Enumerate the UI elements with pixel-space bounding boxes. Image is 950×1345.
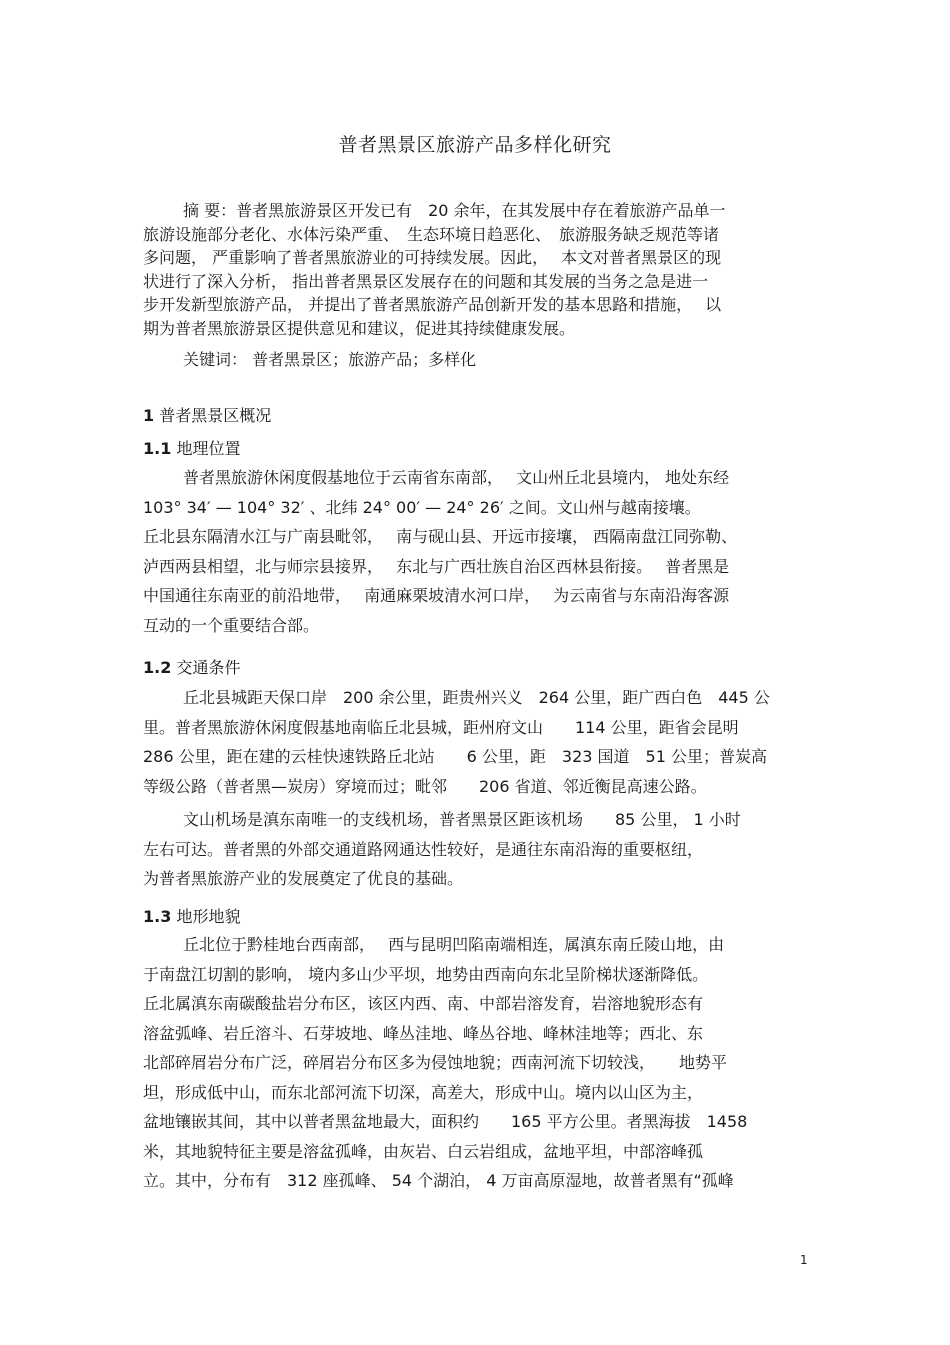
body-line: 泸西两县相望，北与师宗县接界， 东北与广西壮族自治区西林县衔接。 普者黑是 (143, 556, 730, 576)
body-line: 普者黑旅游休闲度假基地位于云南省东南部， 文山州丘北县境内， 地处东经 (183, 468, 730, 487)
body-line: 中国通往东南亚的前沿地带， 南通麻栗坡清水河口岸， 为云南省与东南沿海客源 (143, 586, 730, 605)
subsection-number: 1.1 (143, 439, 172, 458)
keywords-line: 关键词： 普者黑景区；旅游产品；多样化 (183, 350, 477, 369)
body-line: 盆地镶嵌其间，其中以普者黑盆地最大，面积约 165 平方公里。者黑海拔 1458 (143, 1112, 748, 1131)
abstract-line: 多问题， 严重影响了普者黑旅游业的可持续发展。因此， 本文对普者黑景区的现 (143, 248, 722, 267)
subsection-number: 1.3 (143, 907, 172, 926)
body-line: 丘北位于黔桂地台西南部， 西与昆明凹陷南端相连，属滇东南丘陵山地，由 (183, 935, 725, 954)
body-line: 左右可达。普者黑的外部交通道路网通达性较好，是通往东南沿海的重要枢纽， (143, 839, 704, 859)
subsection-1-3-heading (143, 904, 240, 927)
subsection-1-1-heading (143, 436, 240, 459)
body-line: 米，其地貌特征主要是溶盆孤峰，由灰岩、白云岩组成，盆地平坦，中部溶峰孤 (143, 1141, 704, 1161)
body-line: 北部碎屑岩分布广泛，碎屑岩分布区多为侵蚀地貌；西南河流下切较浅， 地势平 (143, 1053, 728, 1072)
subsection-1-2-heading (143, 655, 240, 678)
body-line: 丘北属滇东南碳酸盐岩分布区，该区内西、南、中部岩溶发育，岩溶地貌形态有 (143, 994, 704, 1013)
subsection-title: 交通条件 (176, 658, 241, 677)
abstract-line: 旅游设施部分老化、水体污染严重、 生态环境日趋恶化、 旅游服务缺乏规范等诸 (143, 224, 720, 244)
body-line: 互动的一个重要结合部。 (143, 615, 320, 635)
abstract (143, 199, 823, 340)
abstract-line: 期为普者黑旅游景区提供意见和建议，促进其持续健康发展。 (143, 318, 576, 338)
body-line: 溶盆弧峰、岩丘溶斗、石芽坡地、峰丛洼地、峰丛谷地、峰林洼地等；西北、东 (143, 1023, 704, 1043)
subsection-1-2-body (143, 683, 823, 801)
subsection-title: 地理位置 (176, 439, 241, 458)
body-line: 丘北县东隔清水江与广南县毗邻， 南与砚山县、开远市接壤， 西隔南盘江同弥勒、 (143, 527, 738, 546)
body-line: 103° 34′ — 104° 32′ 、北纬 24° 00′ — 24° 26′ 之间。文山州与越南接壤。 (143, 497, 701, 517)
section-title: 普者黑景区概况 (159, 406, 272, 425)
subsection-1-2-body-paragraph-2 (143, 805, 823, 894)
subsection-1-1-body (143, 463, 823, 640)
subsection-title: 地形地貌 (176, 907, 241, 926)
body-line: 为普者黑旅游产业的发展奠定了优良的基础。 (143, 869, 464, 888)
body-line: 丘北县城距天保口岸 200 余公里，距贵州兴义 264 公里，距广西白色 445 公 (183, 688, 770, 707)
keywords (143, 349, 823, 371)
page-number: 1 (800, 1253, 808, 1267)
body-line: 286 公里，距在建的云桂快速铁路丘北站 6 公里，距 323 国道 51 公里；普炭高 (143, 747, 767, 766)
body-line: 于南盘江切割的影响， 境内多山少平坝，地势由西南向东北呈阶梯状逐渐降低。 (143, 964, 709, 984)
section-1-heading (143, 403, 271, 426)
subsection-number: 1.2 (143, 658, 172, 677)
subsection-1-3-body (143, 930, 823, 1196)
paper-title: 普者黑景区旅游产品多样化研究 (338, 134, 612, 156)
abstract-line: 状进行了深入分析， 指出普者黑景区发展存在的问题和其发展的当务之急是进一 (143, 271, 709, 291)
body-line: 里。普者黑旅游休闲度假基地南临丘北县城，距州府文山 114 公里，距省会昆明 (143, 717, 739, 737)
body-line: 立。其中，分布有 312 座孤峰、 54 个湖泊， 4 万亩高原湿地，故普者黑有“孤峰 (143, 1171, 734, 1190)
abstract-line: 摘 要：普者黑旅游景区开发已有 20 余年，在其发展中存在着旅游产品单一 (183, 201, 726, 220)
body-line: 文山机场是滇东南唯一的支线机场，普者黑景区距该机场 85 公里， 1 小时 (183, 810, 741, 829)
body-line: 等级公路（普者黑—炭房）穿境而过；毗邻 206 省道、邻近衡昆高速公路。 (143, 776, 707, 796)
abstract-line: 步开发新型旅游产品， 并提出了普者黑旅游产品创新开发的基本思路和措施， 以 (143, 295, 722, 314)
body-line: 坦，形成低中山，而东北部河流下切深，高差大，形成中山。境内以山区为主， (143, 1082, 704, 1102)
section-number: 1 (143, 406, 155, 425)
